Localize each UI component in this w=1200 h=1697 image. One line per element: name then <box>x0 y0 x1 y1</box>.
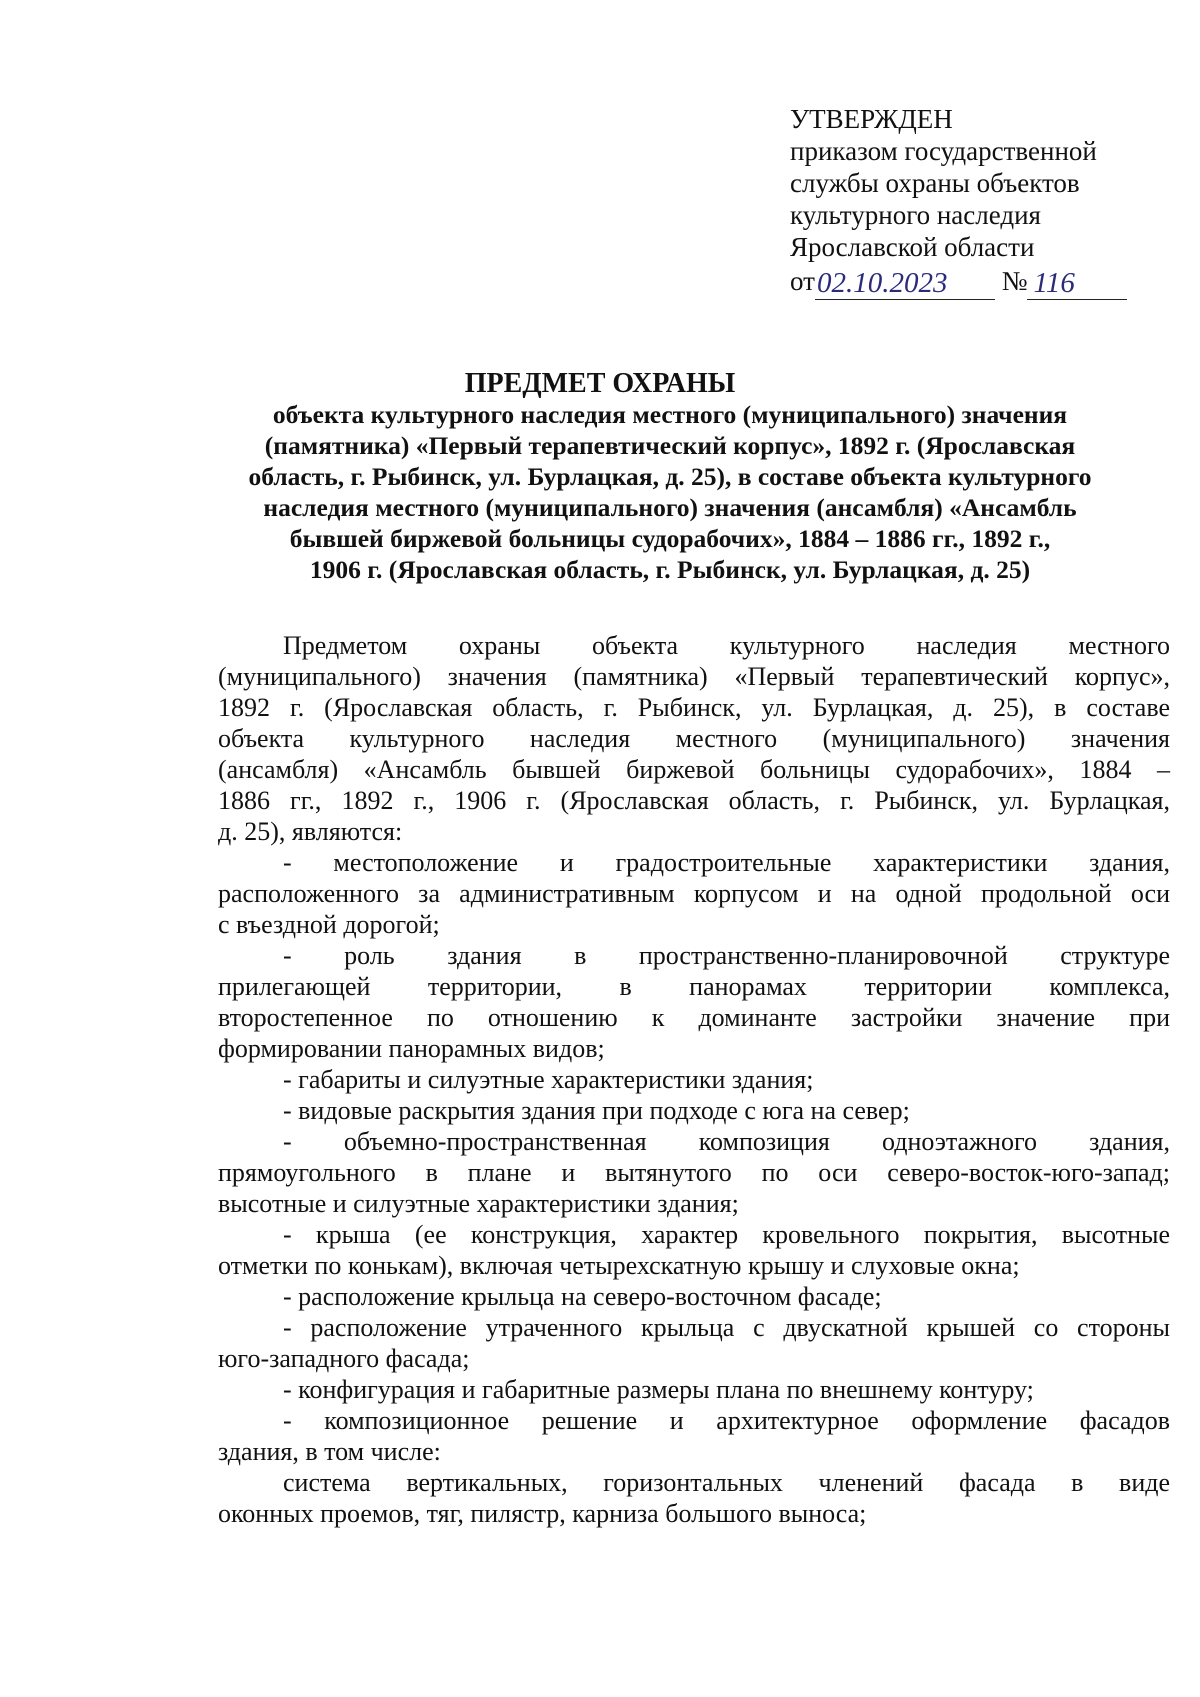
subtitle-line: наследия местного (муниципального) значения (ансамбля) «Ансамбль <box>263 493 1077 522</box>
body-line: - конфигурация и габаритные размеры плана по внешнему контуру; <box>283 1375 1034 1404</box>
number-label: № <box>1001 266 1028 296</box>
document-subtitle <box>200 399 1140 585</box>
approval-date-number-row <box>790 265 1170 300</box>
body-line: - расположение крыльца на северо-восточном фасаде; <box>283 1282 882 1311</box>
subtitle-line: 1906 г. (Ярославская область, г. Рыбинск, ул. Бурлацкая, д. 25) <box>309 555 1031 584</box>
subtitle-line: объекта культурного наследия местного (муниципального) значения <box>272 400 1068 429</box>
body-line: - роль здания в пространственно-планировочной структуре <box>283 941 1170 970</box>
body-line: (муниципального) значения (памятника) «Первый терапевтический корпус», <box>218 662 1170 691</box>
body-line: формировании панорамных видов; <box>218 1034 605 1063</box>
body-line: отметки по конькам), включая четырехскатную крышу и слуховые окна; <box>218 1251 1020 1280</box>
body-line: д. 25), являются: <box>218 817 403 846</box>
document-title: ПРЕДМЕТ ОХРАНЫ <box>464 368 736 399</box>
body-line: расположенного за административным корпусом и на одной продольной оси <box>218 879 1170 908</box>
body-line: - композиционное решение и архитектурное оформление фасадов <box>283 1406 1170 1435</box>
body-line: Предметом охраны объекта культурного наследия местного <box>283 631 1170 660</box>
body-text <box>218 630 1170 1529</box>
body-line: прямоугольного в плане и вытянутого по оси северо-восток-юго-запад; <box>218 1158 1170 1187</box>
approval-line: приказом государственной <box>790 136 1097 166</box>
body-line: 1886 гг., 1892 г., 1906 г. (Ярославская область, г. Рыбинск, ул. Бурлацкая, <box>218 786 1170 815</box>
body-line: - объемно-пространственная композиция одноэтажного здания, <box>283 1127 1170 1156</box>
approval-line: Ярославской области <box>790 232 1035 262</box>
body-line: - крыша (ее конструкция, характер кровельного покрытия, высотные <box>283 1220 1170 1249</box>
handwritten-number: 116 <box>1027 267 1127 300</box>
body-line: - местоположение и градостроительные характеристики здания, <box>283 848 1170 877</box>
body-line: - габариты и силуэтные характеристики здания; <box>283 1065 814 1094</box>
body-line: здания, в том числе: <box>218 1437 441 1466</box>
body-line: объекта культурного наследия местного (муниципального) значения <box>218 724 1170 753</box>
approval-block <box>790 103 1170 300</box>
from-label: от <box>790 266 815 296</box>
handwritten-date: 02.10.2023 <box>815 267 995 300</box>
approval-line: культурного наследия <box>790 200 1041 230</box>
subtitle-line: бывшей биржевой больницы судорабочих», 1884 – 1886 гг., 1892 г., <box>289 524 1051 553</box>
body-line: юго-западного фасада; <box>218 1344 470 1373</box>
body-line: оконных проемов, тяг, пилястр, карниза большого выноса; <box>218 1499 867 1528</box>
body-line: - расположение утраченного крыльца с двускатной крышей со стороны <box>283 1313 1170 1342</box>
body-line: 1892 г. (Ярославская область, г. Рыбинск, ул. Бурлацкая, д. 25), в составе <box>218 693 1170 722</box>
body-line: (ансамбля) «Ансамбль бывшей биржевой больницы судорабочих», 1884 – <box>218 755 1170 784</box>
body-line: второстепенное по отношению к доминанте застройки значение при <box>218 1003 1170 1032</box>
body-line: прилегающей территории, в панорамах территории комплекса, <box>218 972 1170 1001</box>
body-line: - видовые раскрытия здания при подходе с юга на север; <box>283 1096 910 1125</box>
approval-line: службы охраны объектов <box>790 168 1080 198</box>
subtitle-line: область, г. Рыбинск, ул. Бурлацкая, д. 25), в составе объекта культурного <box>248 462 1092 491</box>
body-line: с въездной дорогой; <box>218 910 440 939</box>
body-line: высотные и силуэтные характеристики здания; <box>218 1189 739 1218</box>
subtitle-line: (памятника) «Первый терапевтический корпус», 1892 г. (Ярославская <box>264 431 1076 460</box>
approval-heading: УТВЕРЖДЕН <box>790 104 953 134</box>
body-line: система вертикальных, горизонтальных членений фасада в виде <box>283 1468 1170 1497</box>
